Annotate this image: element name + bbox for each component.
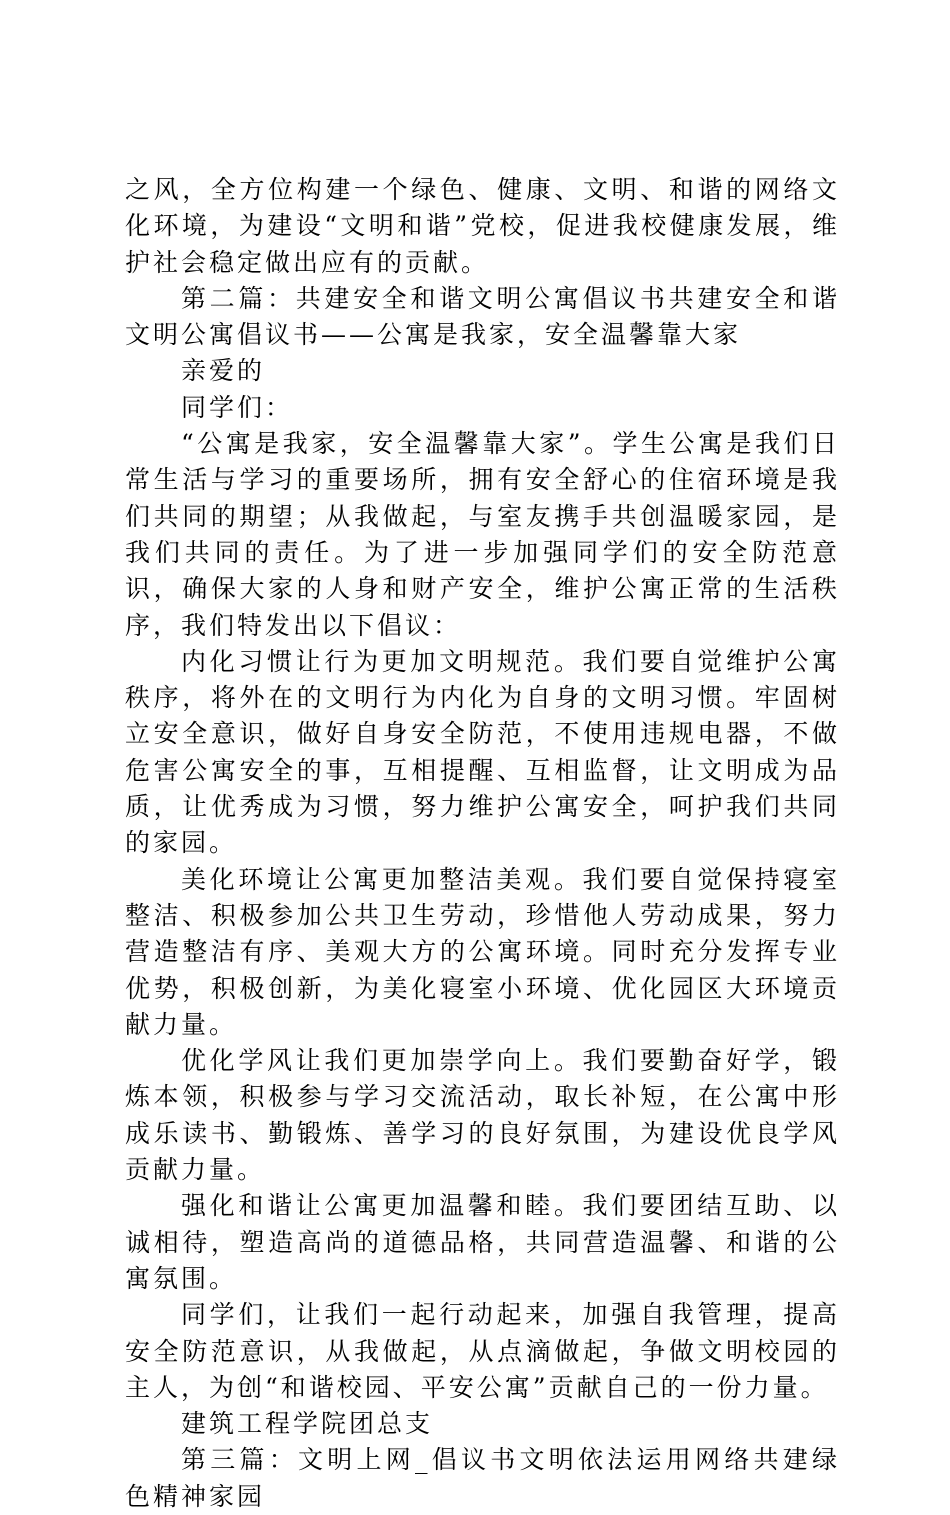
salutation-line-1: 亲爱的 xyxy=(181,356,266,386)
paragraph-habits: 内化习惯让行为更加文明规范。我们要自觉维护公寓秩序，将外在的文明行为内化为自身的文明习惯。牢固树立安全意识，做好自身安全防范，不使用违规电器，不做危害公寓安全的事，互相提醒、互相监督，让文明成为品质，让优秀成为习惯，努力维护公寓安全，呵护我们共同的家园。 xyxy=(125,646,840,858)
paragraph-study-style: 优化学风让我们更加崇学向上。我们要勤奋好学，锻炼本领，积极参与学习交流活动，取长补短，在公寓中形成乐读书、勤锻炼、善学习的良好氛围，为建设优良学风贡献力量。 xyxy=(125,1046,840,1185)
section-three-title: 第三篇：文明上网_倡议书文明依法运用网络共建绿色精神家园 xyxy=(125,1445,840,1511)
signature-organization: 建筑工程学院团总支 xyxy=(181,1409,434,1439)
section-two-title: 第二篇：共建安全和谐文明公寓倡议书共建安全和谐文明公寓倡议书——公寓是我家，安全温馨靠大家 xyxy=(125,283,840,350)
paragraph-opening: “公寓是我家，安全温馨靠大家”。学生公寓是我们日常生活与学习的重要场所，拥有安全舒心的住宿环境是我们共同的期望；从我做起，与室友携手共创温暖家园，是我们共同的责任。为了进一步加强同学们的安全防范意识，确保大家的人身和财产安全，维护公寓正常的生活秩序，我们特发出以下倡议： xyxy=(125,429,840,640)
document-body xyxy=(125,172,840,1515)
salutation-line-2: 同学们： xyxy=(181,392,294,422)
paragraph-harmony: 强化和谐让公寓更加温馨和睦。我们要团结互助、以诚相待，塑造高尚的道德品格，共同营造温馨、和谐的公寓氛围。 xyxy=(125,1191,840,1293)
paragraph-intro-tail: 之风，全方位构建一个绿色、健康、文明、和谐的网络文化环境，为建设“文明和谐”党校，促进我校健康发展，维护社会稳定做出应有的贡献。 xyxy=(125,175,840,277)
paragraph-closing: 同学们，让我们一起行动起来，加强自我管理，提高安全防范意识，从我做起，从点滴做起，争做文明校园的主人，为创“和谐校园、平安公寓”贡献自己的一份力量。 xyxy=(125,1300,840,1402)
paragraph-environment: 美化环境让公寓更加整洁美观。我们要自觉保持寝室整洁、积极参加公共卫生劳动，珍惜他人劳动成果，努力营造整洁有序、美观大方的公寓环境。同时充分发挥专业优势，积极创新，为美化寝室小环境、优化园区大环境贡献力量。 xyxy=(125,864,840,1039)
